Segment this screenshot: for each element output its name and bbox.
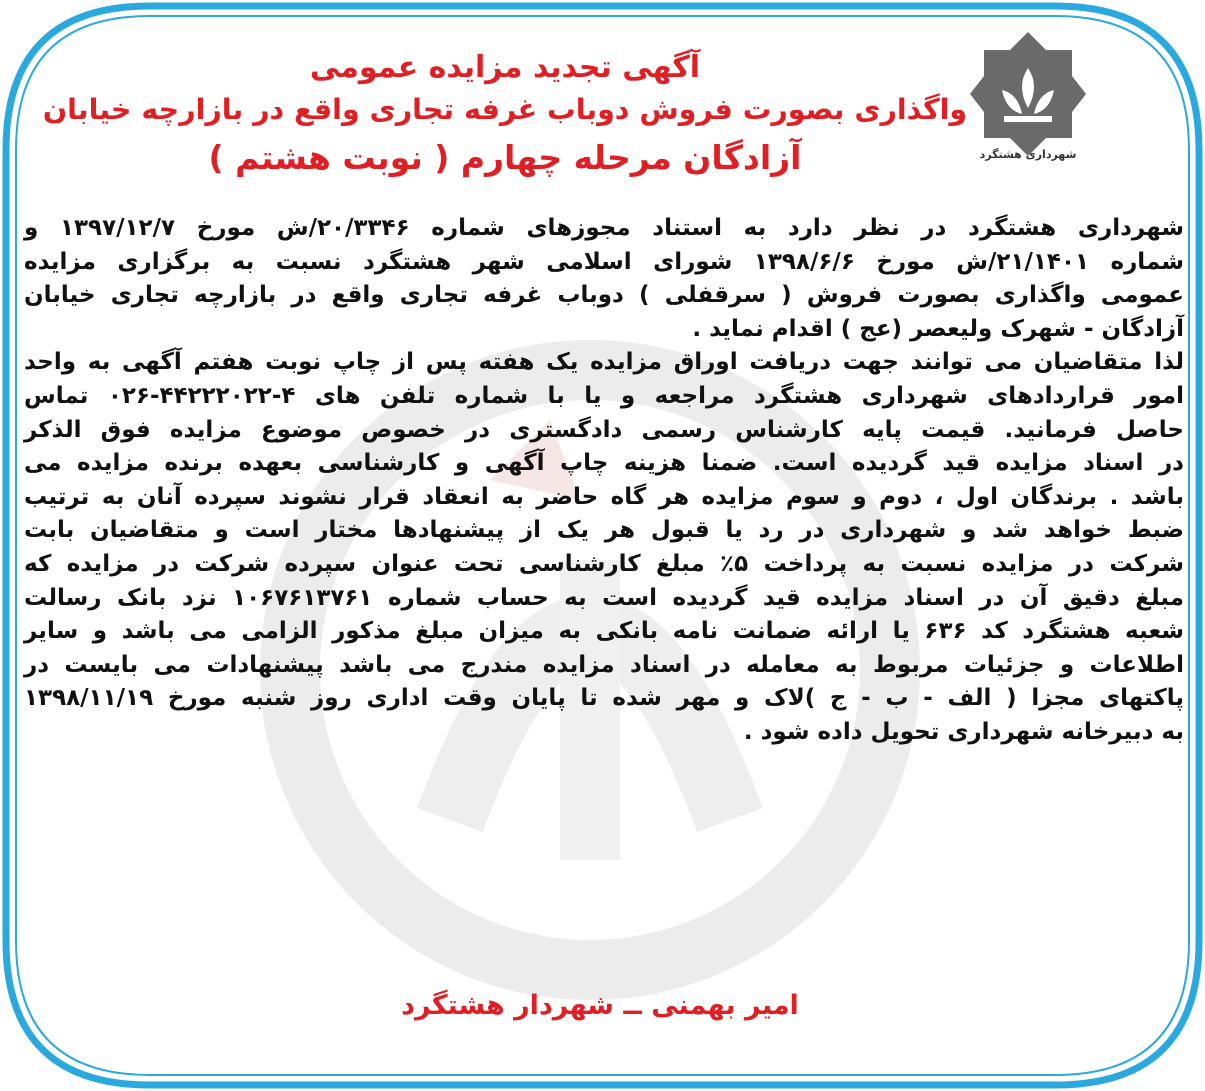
notice-title xyxy=(40,50,970,182)
body-line: مبلغ دقیق آن در اسناد مزایده قید گردیده است به حساب شماره ۱۰۶۷۶۱۳۷۶۱ نزد بانک رسالت xyxy=(24,584,1184,611)
body-line: شرکت در مزایده نسبت به پرداخت ۵٪ مبلغ کارشناسی تحت عنوان سپرده شرکت در مزایده که xyxy=(24,550,1184,577)
body-line: عمومی واگذاری بصورت فروش ( سرقفلی ) دوباب غرفه تجاری واقع در بازارچه تجاری خیابان xyxy=(24,282,1184,309)
body-line: پاکتهای مجزا ( الف - ب - ج )لاک و مهر شده تا پایان وقت اداری روز شنبه مورخ ۱۳۹۸/۱۱/۱۹ xyxy=(24,685,1184,712)
body-line: لذا متقاضیان می توانند جهت دریافت اوراق مزایده یک هفته پس از چاپ نوبت هفتم آگهی به واحد xyxy=(24,349,1184,376)
body-line: ضبط خواهد شد و شهرداری در رد یا قبول هر یک از پیشنهادها مختار است و متقاضیان بابت xyxy=(24,517,1184,544)
logo-caption: شهرداری هشتگرد xyxy=(979,148,1077,161)
title-line-2: واگذاری بصورت فروش دوباب غرفه تجاری واقع در بازارچه خیابان xyxy=(42,93,968,126)
notice-body xyxy=(24,212,1184,750)
title-line-1: آگهی تجدید مزایده عمومی xyxy=(309,50,701,85)
title-line-3: آزادگان مرحله چهارم ( نوبت هشتم ) xyxy=(208,138,802,177)
body-line: شماره ۲۱/۱۴۰۱/ش مورخ ۱۳۹۸/۶/۶ شورای اسلامی شهر هشتگرد نسبت به برگزاری مزایده xyxy=(24,248,1184,275)
body-line: حاصل فرمانید. قیمت پایه کارشناس رسمی دادگستری در خصوص موضوع مزایده فوق الذکر xyxy=(24,416,1184,443)
body-line: امور قراردادهای شهرداری هشتگرد مراجعه و یا با شماره تلفن های ۴-۴۴۲۲۲۰۲۲-۰۲۶ تماس xyxy=(24,382,1185,409)
body-line: به دبیرخانه شهرداری تحویل داده شود . xyxy=(743,718,1184,745)
body-line: شهرداری هشتگرد در نظر دارد به استناد مجوزهای شماره ۲۰/۳۳۴۶/ش مورخ ۱۳۹۷/۱۲/۷ و xyxy=(24,215,1185,241)
body-line: آزادگان - شهرک ولیعصر (عج ) اقدام نماید . xyxy=(692,315,1184,342)
body-line: باشد . برندگان اول ، دوم و سوم مزایده هر گاه حاضر به انعقاد قرار نشوند سپرده آنان به ترتیب xyxy=(24,483,1184,510)
body-line: در اسناد مزایده قید گردیده است. ضمنا هزینه چاپ آگهی و کارشناسی بعهده برنده مزایده می xyxy=(24,450,1184,477)
body-line: اطلاعات و جزئیات مربوط به معامله در اسناد مزایده مندرج می باشد پیشنهادات می بایست در xyxy=(24,651,1184,678)
municipality-logo-icon xyxy=(968,28,1088,168)
signature: امیر بهمنی ــ شهردار هشتگرد xyxy=(401,990,799,1021)
body-line: شعبه هشتگرد کد ۶۳۶ یا ارائه ضمانت نامه بانکی به میزان مبلغ مذکور الزامی می باشد و سایر xyxy=(24,618,1184,645)
